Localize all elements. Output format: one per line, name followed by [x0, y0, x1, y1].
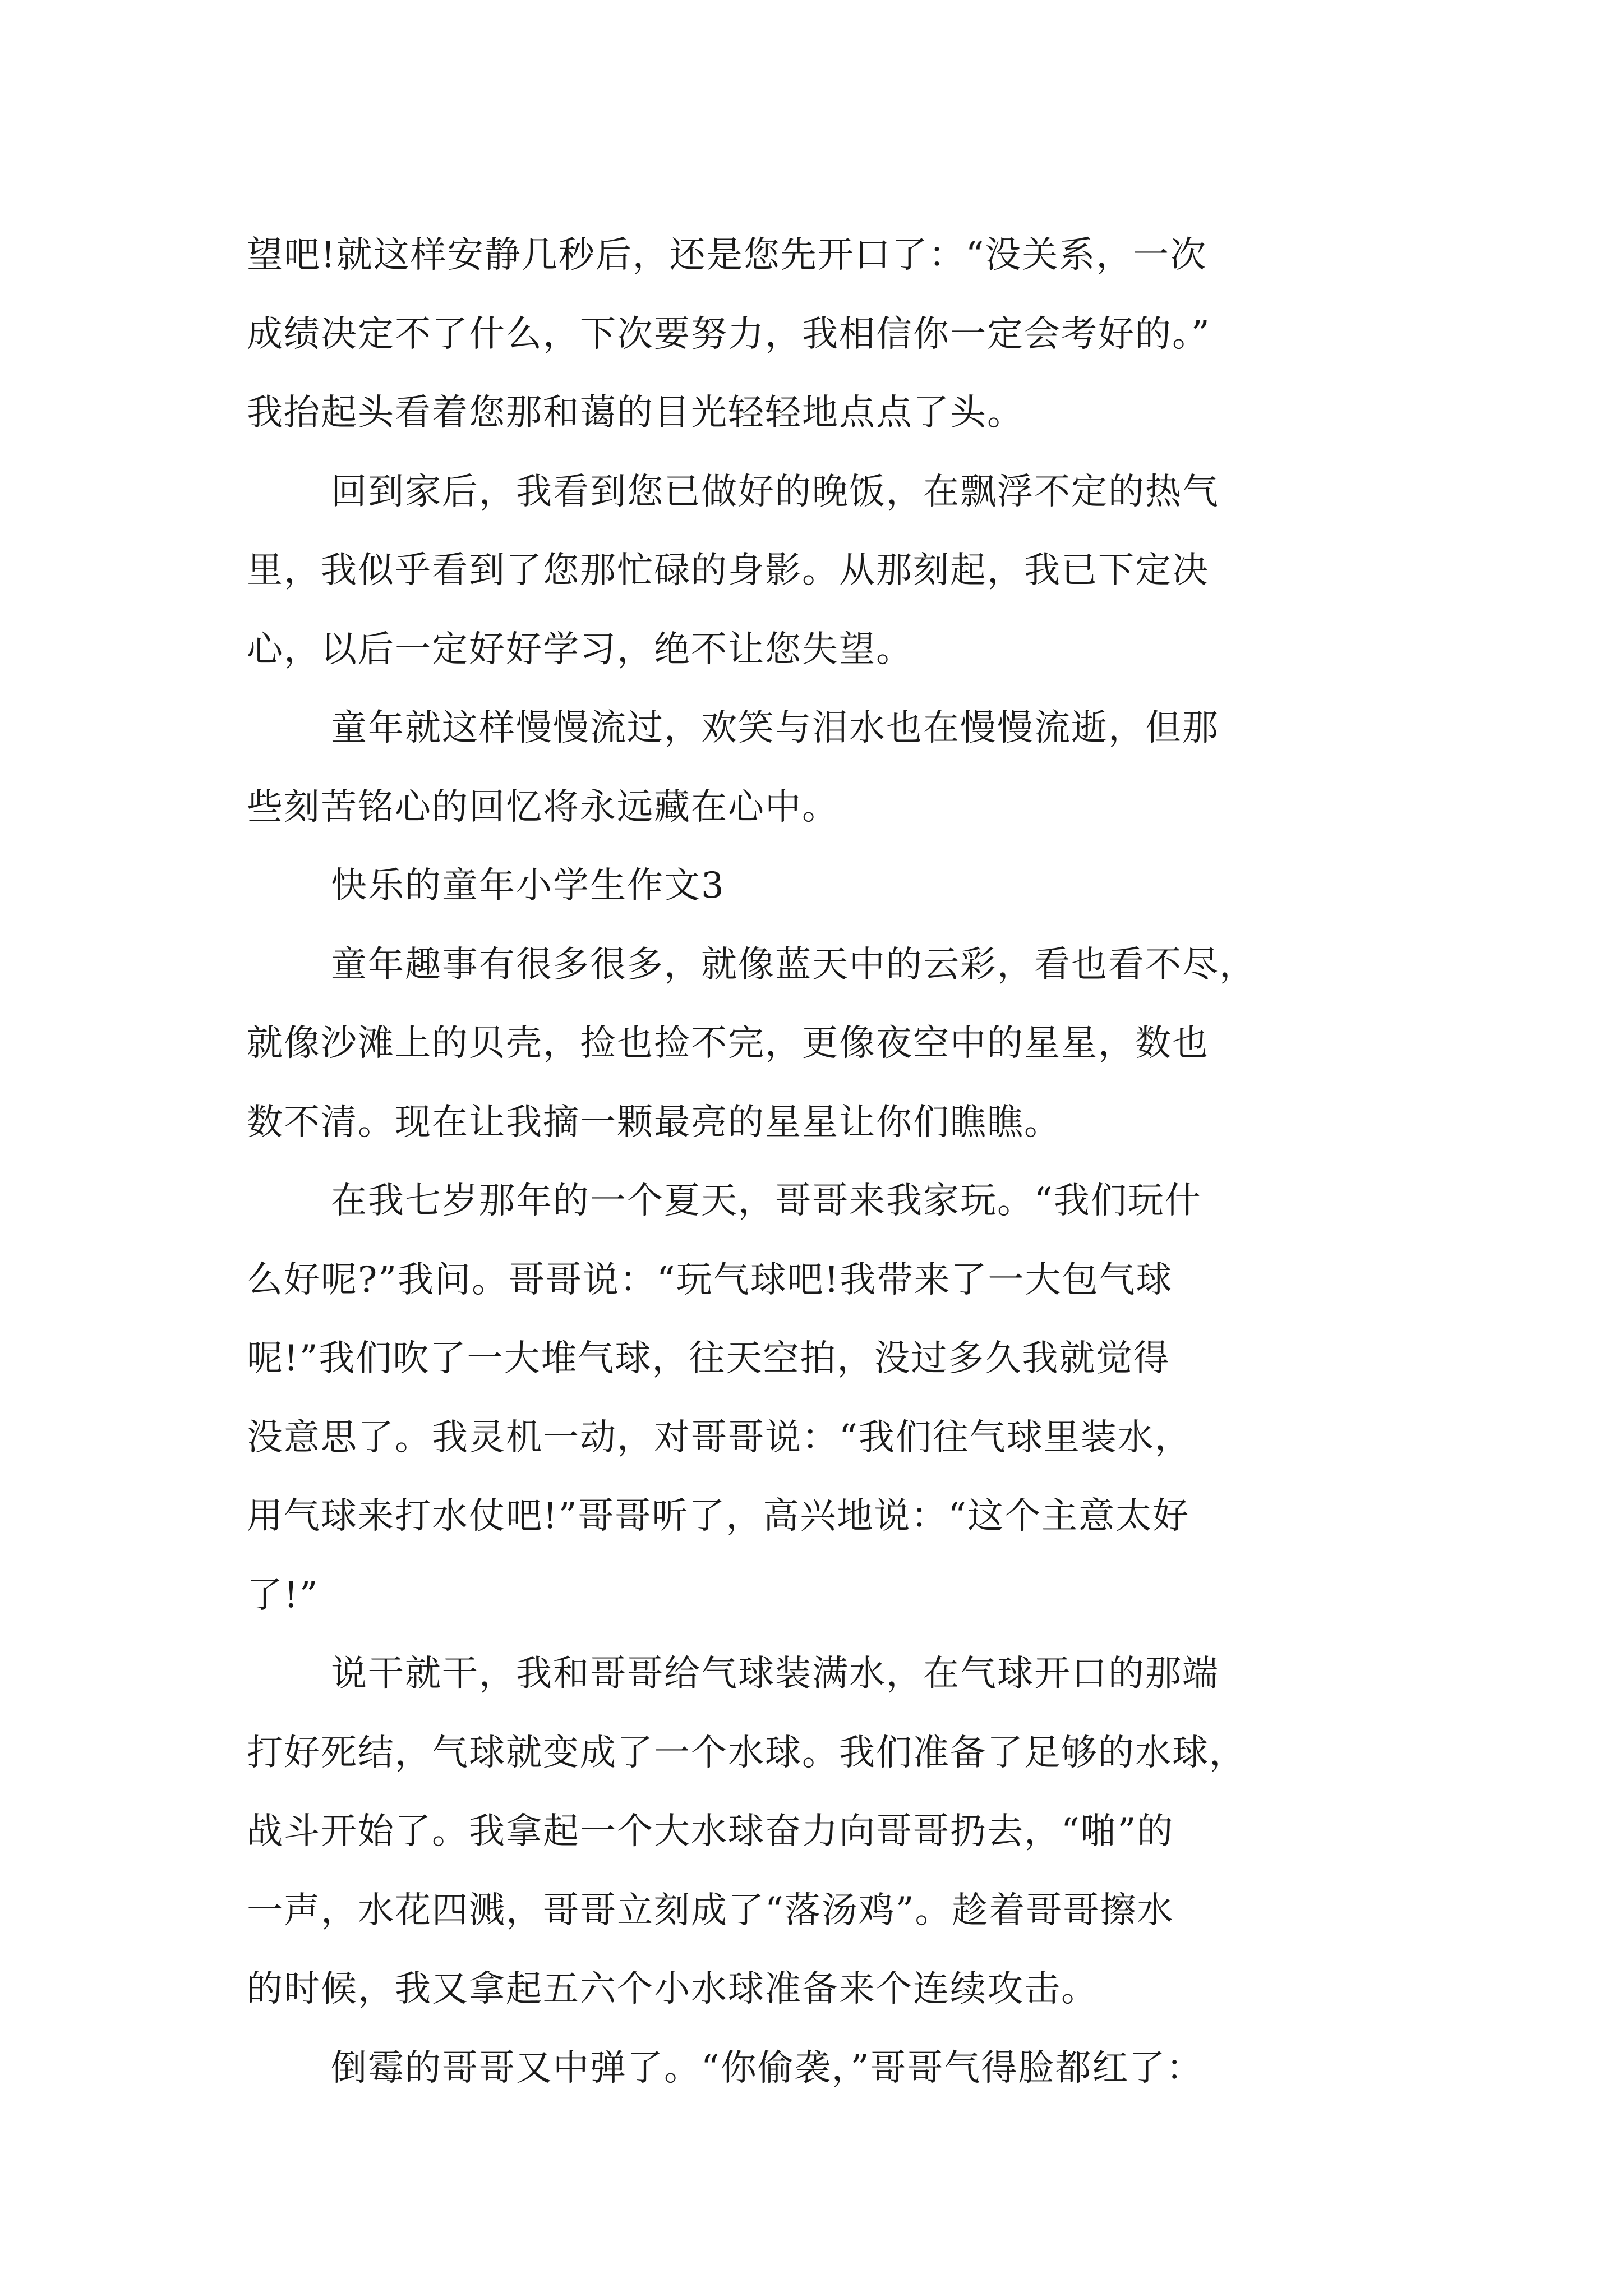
text-line: 打好死结，气球就变成了一个水球。我们准备了足够的水球， [247, 1732, 1246, 1774]
text-line: 心，以后一定好好学习，绝不让您失望。 [247, 628, 913, 670]
text-line: 一声，水花四溅，哥哥立刻成了“落汤鸡”。趁着哥哥擦水 [247, 1889, 1174, 1931]
text-line: 呢!”我们吹了一大堆气球，往天空拍，没过多久我就觉得 [247, 1338, 1170, 1379]
text-line: 成绩决定不了什么，下次要努力，我相信你一定会考好的。” [247, 313, 1211, 355]
text-line: 里，我似乎看到了您那忙碌的身影。从那刻起，我已下定决 [247, 550, 1209, 591]
article-body [247, 216, 1385, 2108]
text-line: 童年就这样慢慢流过，欢笑与泪水也在慢慢流逝，但那 [331, 707, 1219, 749]
text-line: 我抬起头看着您那和蔼的目光轻轻地点点了头。 [247, 392, 1024, 434]
text-line: 童年趣事有很多很多，就像蓝天中的云彩，看也看不尽， [331, 944, 1256, 986]
text-line: 望吧!就这样安静几秒后，还是您先开口了：“没关系，一次 [247, 234, 1207, 276]
text-line: 么好呢?”我问。哥哥说：“玩气球吧!我带来了一大包气球 [247, 1259, 1173, 1301]
text-line: 数不清。现在让我摘一颗最亮的星星让你们瞧瞧。 [247, 1101, 1061, 1143]
text-line: 的时候，我又拿起五六个小水球准备来个连续攻击。 [247, 1968, 1098, 2010]
section-heading: 快乐的童年小学生作文3 [331, 865, 725, 907]
text-line: 了!” [247, 1574, 319, 1616]
text-line: 没意思了。我灵机一动，对哥哥说：“我们往气球里装水， [247, 1416, 1192, 1458]
text-line: 在我七岁那年的一个夏天，哥哥来我家玩。“我们玩什 [331, 1180, 1202, 1222]
text-line: 战斗开始了。我拿起一个大水球奋力向哥哥扔去，“啪”的 [247, 1811, 1174, 1852]
text-line: 说干就干，我和哥哥给气球装满水，在气球开口的那端 [331, 1653, 1219, 1695]
text-line: 用气球来打水仗吧!”哥哥听了，高兴地说：“这个主意太好 [247, 1496, 1190, 1537]
text-line: 倒霉的哥哥又中弹了。“你偷袭，”哥哥气得脸都红了： [331, 2047, 1204, 2089]
text-line: 些刻苦铭心的回忆将永远藏在心中。 [247, 786, 839, 828]
text-line: 就像沙滩上的贝壳，捡也捡不完，更像夜空中的星星，数也 [247, 1023, 1209, 1064]
text-line: 回到家后，我看到您已做好的晚饭，在飘浮不定的热气 [331, 471, 1219, 513]
